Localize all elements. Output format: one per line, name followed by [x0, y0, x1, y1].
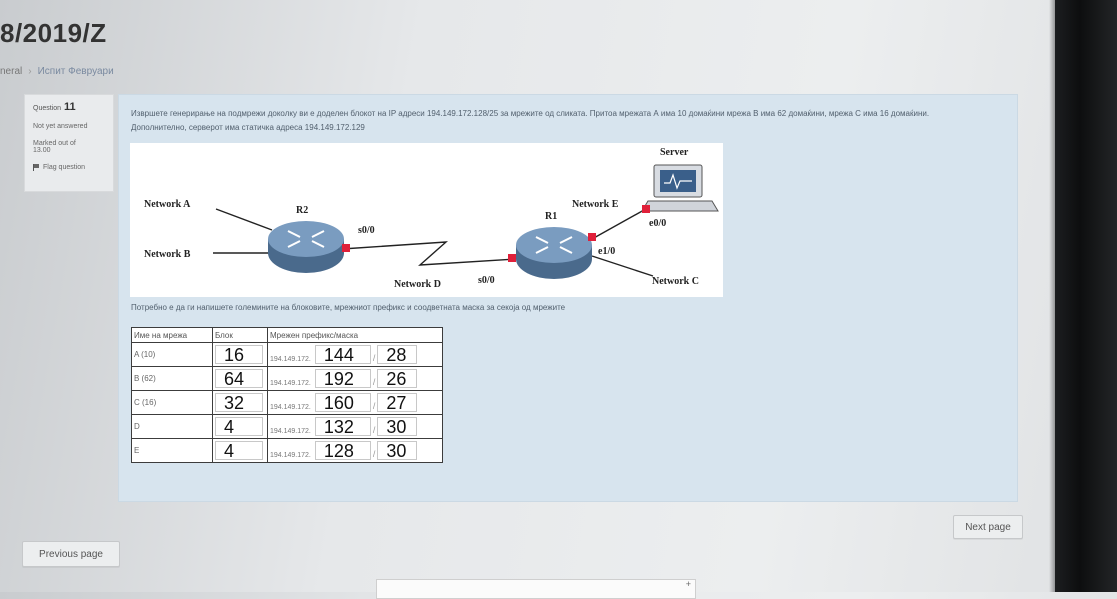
table-row — [132, 439, 443, 463]
flag-icon — [33, 164, 40, 171]
quiz-navigation-select[interactable] — [376, 579, 696, 599]
mask-input[interactable]: 28 — [377, 345, 417, 364]
column-header-prefix-mask: Мрежен префикс/маска — [268, 328, 443, 343]
table-row — [132, 391, 443, 415]
page-title: 8/2019/Z — [0, 18, 107, 48]
network-name-cell: B (62) — [132, 367, 213, 391]
slash-separator: / — [372, 449, 376, 459]
label-r2-s00: s0/0 — [358, 225, 375, 236]
slash-separator: / — [372, 425, 376, 435]
label-e00: e0/0 — [649, 218, 667, 229]
label-r1: R1 — [545, 211, 558, 222]
server-icon — [642, 165, 718, 211]
interface-marker-e00 — [642, 205, 650, 213]
block-size-input[interactable]: 16 — [215, 345, 263, 364]
router-r1-icon — [516, 227, 592, 279]
breadcrumb-separator: › — [28, 66, 32, 77]
link-network-d — [342, 242, 516, 265]
label-network-e: Network E — [572, 199, 619, 210]
network-name-cell: A (10) — [132, 343, 213, 367]
mask-input[interactable]: 26 — [377, 369, 417, 388]
table-row — [132, 415, 443, 439]
prefix-static-text: 194.149.172. — [270, 452, 311, 459]
breadcrumb-item-exam[interactable]: Испит Февруари — [37, 66, 114, 77]
answer-table — [131, 327, 443, 463]
prefix-octet-input[interactable]: 144 — [315, 345, 371, 364]
block-size-input[interactable]: 4 — [215, 441, 263, 460]
next-page-button[interactable]: Next page — [953, 515, 1023, 539]
prefix-octet-input[interactable]: 192 — [315, 369, 371, 388]
network-diagram — [130, 143, 723, 297]
question-grade: Marked out of 13.00 — [33, 140, 76, 154]
mask-input[interactable]: 30 — [377, 441, 417, 460]
label-server: Server — [660, 147, 689, 158]
block-size-input[interactable]: 32 — [215, 393, 263, 412]
breadcrumb-item-general[interactable]: neral — [0, 66, 23, 77]
label-r1-s00: s0/0 — [478, 275, 495, 286]
prefix-static-text: 194.149.172. — [270, 428, 311, 435]
previous-page-button[interactable]: Previous page — [22, 541, 120, 567]
mask-input[interactable]: 27 — [377, 393, 417, 412]
prefix-octet-input[interactable]: 128 — [315, 441, 371, 460]
label-r2: R2 — [296, 205, 309, 216]
column-header-network-name: Име на мрежа — [132, 328, 213, 343]
dropdown-arrow-icon: + — [685, 579, 691, 589]
prefix-octet-input[interactable]: 132 — [315, 417, 371, 436]
table-row — [132, 367, 443, 391]
monitor-bezel — [1055, 0, 1117, 592]
network-name-cell: D — [132, 415, 213, 439]
question-instruction: Потребно е да ги напишете големините на блоковите, мрежниот префикс и соодветната маска за секоја од мрежите — [131, 303, 566, 312]
label-e10: e1/0 — [598, 246, 616, 257]
label-network-d: Network D — [394, 279, 441, 290]
label-network-a: Network A — [144, 199, 191, 210]
interface-marker-r2-s00 — [342, 244, 350, 252]
table-row — [132, 343, 443, 367]
block-size-input[interactable]: 4 — [215, 417, 263, 436]
table-header-row — [132, 328, 443, 343]
flag-question-link[interactable]: Flag question — [33, 164, 105, 171]
slash-separator: / — [372, 377, 376, 387]
label-network-b: Network B — [144, 249, 191, 260]
mask-input[interactable]: 30 — [377, 417, 417, 436]
question-info-panel — [24, 94, 114, 192]
slash-separator: / — [372, 401, 376, 411]
interface-marker-e10 — [588, 233, 596, 241]
prefix-static-text: 194.149.172. — [270, 404, 311, 411]
network-name-cell: C (16) — [132, 391, 213, 415]
network-name-cell: E — [132, 439, 213, 463]
interface-marker-r1-s00 — [508, 254, 516, 262]
prefix-octet-input[interactable]: 160 — [315, 393, 371, 412]
slash-separator: / — [372, 353, 376, 363]
question-panel — [118, 94, 1018, 502]
prefix-static-text: 194.149.172. — [270, 380, 311, 387]
router-r2-icon — [268, 221, 344, 273]
link-network-e — [592, 210, 644, 239]
column-header-block: Блок — [213, 328, 268, 343]
breadcrumb — [0, 66, 114, 77]
label-network-c: Network C — [652, 276, 699, 287]
question-text: Извршете генерирање на подмрежи доколку ви е доделен блокот на IP адреси 194.149.172.128/25 за мрежите од сликата. Притоа мрежата А има 10 домаќини мрежа B има 62 домаќини, мрежа C има 16 домаќини. Дополнително, серверот има статичка адреса 194.149.172.129 — [131, 109, 930, 132]
prefix-static-text: 194.149.172. — [270, 356, 311, 363]
link-network-a — [216, 209, 272, 230]
question-status: Not yet answered — [33, 123, 88, 130]
link-network-c — [592, 256, 653, 276]
question-number: Question 11 — [33, 101, 76, 113]
block-size-input[interactable]: 64 — [215, 369, 263, 388]
